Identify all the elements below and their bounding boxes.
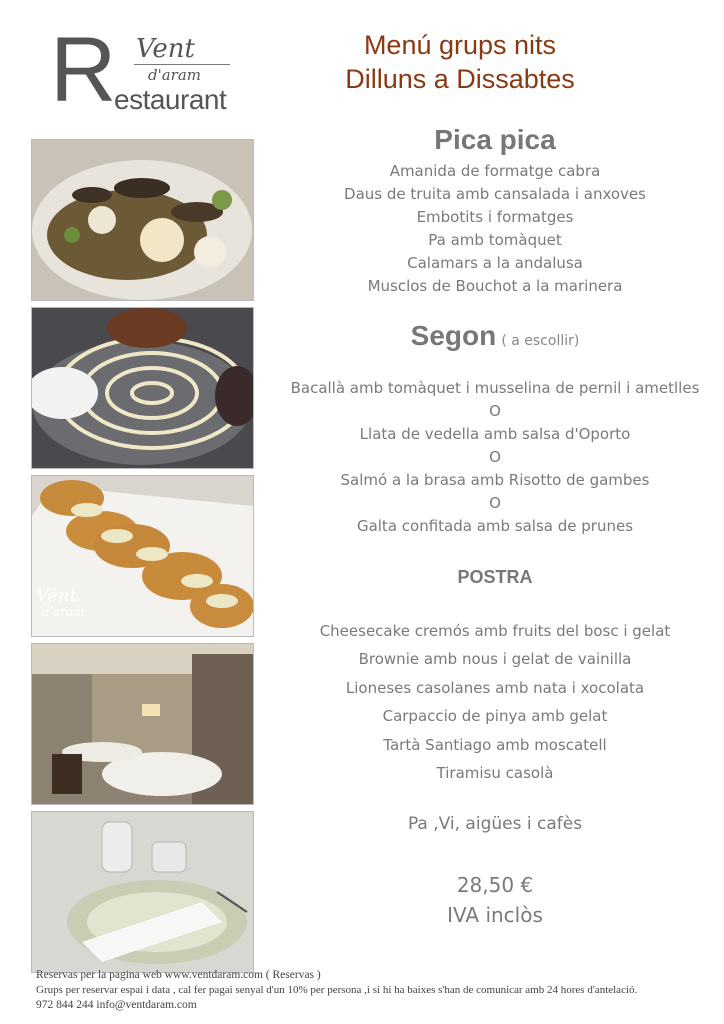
- menu-item: Tartà Santiago amb moscatell: [383, 735, 607, 754]
- menu-item: Lioneses casolanes amb nata i xocolata: [345, 678, 645, 697]
- drinks-text: Pa ,Vi, aigües i cafès: [407, 814, 583, 834]
- menu-item: Carpaccio de pinya amb gelat: [382, 707, 608, 726]
- photo-croquettes: [31, 475, 254, 637]
- menu-item: Galta confitada amb salsa de prunes: [356, 517, 634, 535]
- section-title-pica: Pica pica: [434, 124, 556, 155]
- tax-note: IVA inclòs: [447, 903, 543, 927]
- footer-reservations: Reservas per la pagina web www.ventdaram.com ( Reservas ): [36, 969, 321, 981]
- section-subtitle-segon: ( a escollir): [501, 333, 580, 349]
- logo-wordmark: estaurant: [114, 84, 227, 115]
- logo-script-bottom: d'aram: [148, 66, 202, 84]
- or-separator: O: [489, 448, 501, 466]
- section-title-segon: Segon: [410, 320, 497, 351]
- price-block: [270, 870, 720, 930]
- footer: [36, 968, 716, 1013]
- photo-watermark: Vent d'aram: [36, 585, 85, 619]
- menu-header: [290, 28, 630, 96]
- menu-item: Embotits i formatges: [416, 208, 574, 226]
- section-segon: [270, 316, 720, 361]
- menu-title: Menú grups nits: [363, 30, 557, 60]
- menu-item: Bacallà amb tomàquet i musselina de pernil i ametlles: [290, 379, 700, 397]
- footer-group-policy: Grups per reservar espai i data , cal fer pagai senyal d'un 10% per persona ,i si hi ha baixes s'han de comunicar amb 24 hores d'antelació.: [36, 984, 638, 996]
- photo-table-setting: [31, 811, 254, 973]
- menu-item: Calamars a la andalusa: [407, 254, 583, 272]
- photo-scallops: [31, 139, 254, 301]
- section-pica-pica: [270, 120, 720, 298]
- logo-rule: [134, 64, 230, 65]
- menu-item: Salmó a la brasa amb Risotto de gambes: [340, 471, 650, 489]
- photo-dining-room: [31, 643, 254, 805]
- segon-items: [270, 377, 720, 538]
- photo-brownie-spiral: [31, 307, 254, 469]
- restaurant-logo: [50, 19, 240, 121]
- menu-item: Daus de truita amb cansalada i anxoves: [344, 185, 646, 203]
- section-postra: [270, 563, 720, 591]
- drinks-included: [270, 810, 720, 838]
- or-separator: O: [489, 494, 501, 512]
- menu-item: Pa amb tomàquet: [428, 231, 562, 249]
- menu-item: Brownie amb nous i gelat de vainilla: [358, 650, 632, 669]
- menu-item: Cheesecake cremós amb fruits del bosc i gelat: [319, 622, 671, 640]
- logo-letter: R: [50, 19, 117, 121]
- postra-items: [270, 617, 720, 787]
- section-title-postra: POSTRA: [457, 567, 533, 587]
- menu-item: Musclos de Bouchot a la marinera: [367, 277, 623, 295]
- logo-script-top: Vent: [136, 34, 195, 64]
- menu-item: Llata de vedella amb salsa d'Oporto: [359, 425, 631, 443]
- menu-item: Tiramisu casolà: [436, 764, 554, 783]
- or-separator: O: [489, 402, 501, 420]
- footer-contact: 972 844 244 info@ventdaram.com: [36, 999, 197, 1011]
- menu-item: Amanida de formatge cabra: [389, 162, 601, 180]
- menu-days: Dilluns a Dissabtes: [345, 64, 575, 94]
- price: 28,50 €: [456, 873, 534, 897]
